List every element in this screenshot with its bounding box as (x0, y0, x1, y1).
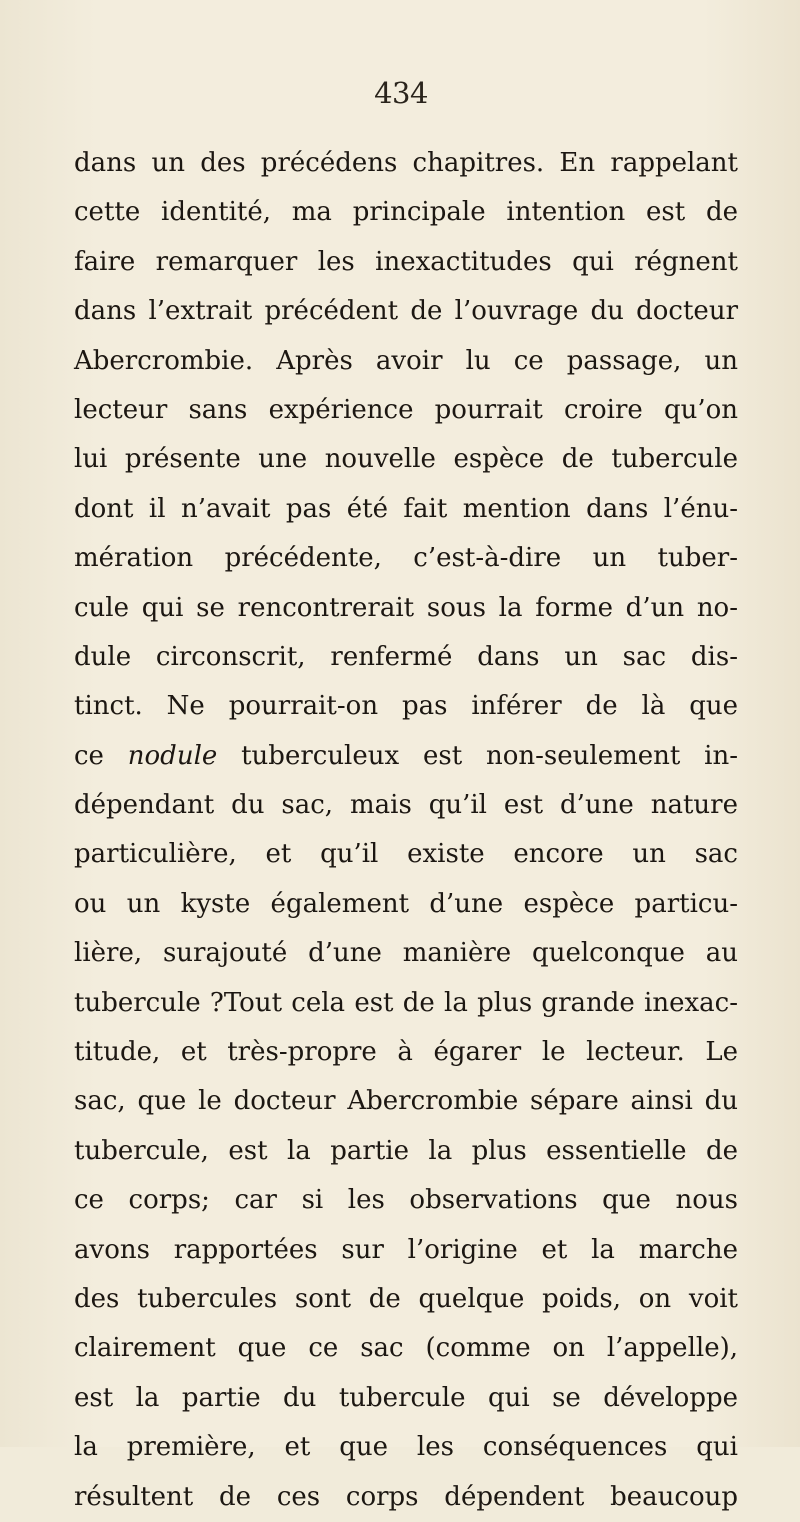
text-line: dans un des précédens chapitres. En rappelant (74, 148, 738, 178)
italic-term-nodule: nodule (127, 740, 218, 771)
text-line: titude, et très-propre à égarer le lecteur. Le (74, 1037, 738, 1068)
text-line: lecteur sans expérience pourrait croire qu’on (74, 394, 738, 425)
text-line: la première, et que les conséquences qui (74, 1432, 738, 1463)
line-start: ce (74, 740, 128, 771)
text-line: Abercrombie. Après avoir lu ce passage, un (74, 345, 738, 376)
text-line: cule qui se rencontrerait sous la forme d’un no- (74, 592, 738, 623)
line-end: tuberculeux est non-seulement in- (217, 740, 738, 771)
text-line: dans l’extrait précédent de l’ouvrage du docteur (74, 296, 738, 327)
text-line: des tubercules sont de quelque poids, on voit (74, 1283, 738, 1314)
text-line: lui présente une nouvelle espèce de tubercule (74, 444, 738, 475)
text-line: sac, que le docteur Abercrombie sépare ainsi du (74, 1086, 738, 1117)
text-line: dule circonscrit, renfermé dans un sac dis- (74, 641, 738, 672)
page-number: 434 (374, 76, 428, 110)
text-line: dont il n’avait pas été fait mention dans l’énu- (74, 493, 738, 524)
text-line: lière, surajouté d’une manière quelconque au (74, 938, 738, 969)
text-line: particulière, et qu’il existe encore un sac (74, 839, 738, 870)
text-line: tinct. Ne pourrait-on pas inférer de là que (74, 691, 738, 722)
text-line: clairement que ce sac (comme on l’appelle), (74, 1333, 738, 1364)
body-text (74, 139, 738, 1522)
text-line: ce corps; car si les observations que nous (74, 1185, 738, 1216)
text-line: mération précédente, c’est-à-dire un tuber- (74, 543, 738, 574)
text-line: tubercule ?Tout cela est de la plus grande inexac- (74, 987, 738, 1018)
text-line: résultent de ces corps dépendent beaucoup (74, 1481, 738, 1512)
text-line: tubercule, est la partie la plus essentielle de (74, 1135, 738, 1166)
text-line: dépendant du sac, mais qu’il est d’une nature (74, 790, 738, 821)
text-line: faire remarquer les inexactitudes qui régnent (74, 246, 738, 277)
text-line: est la partie du tubercule qui se développe (74, 1382, 738, 1413)
text-line: avons rapportées sur l’origine et la marche (74, 1234, 738, 1265)
text-line-with-italic (74, 732, 738, 781)
text-line: ou un kyste également d’une espèce particu- (74, 888, 738, 919)
text-line: cette identité, ma principale intention est de (74, 197, 738, 228)
